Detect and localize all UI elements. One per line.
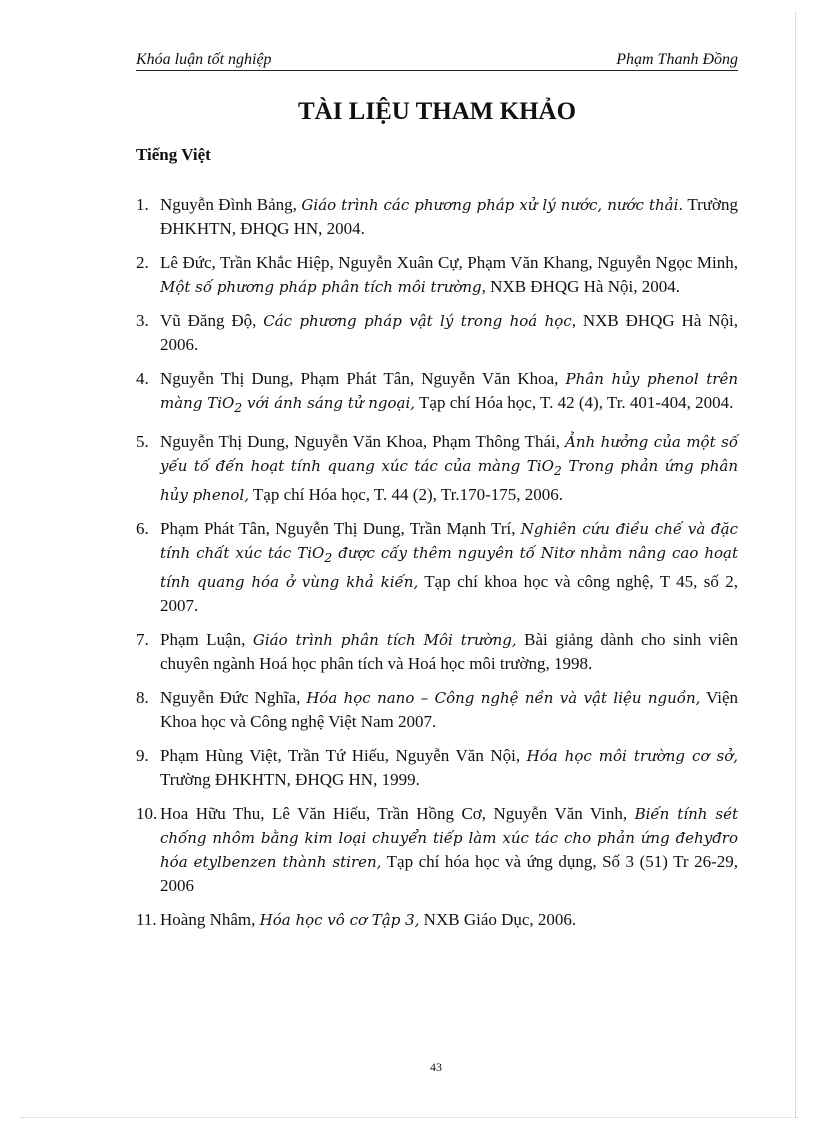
reference-number: 4. [136,369,149,388]
reference-publisher: Tạp chí hóa học và ứng dụng, Số 3 (51) Tr 26-29, 2006 [160,852,738,895]
reference-authors: Phạm Hùng Việt, Trần Tứ Hiếu, Nguyễn Văn Nội, [160,746,521,765]
reference-publisher: NXB Giáo Dục, 2006. [423,910,577,929]
reference-title: Hóa học môi trường cơ sở, [526,747,739,765]
reference-number: 10. [136,804,158,823]
subscript: 2 [324,550,333,565]
header-right: Phạm Thanh Đồng [616,51,738,68]
reference-item [136,517,738,618]
reference-item [136,686,738,734]
reference-number: 8. [136,688,149,707]
reference-list [136,193,738,942]
reference-number: 6. [136,519,149,538]
reference-item [136,802,738,898]
page-number: 43 [430,1060,442,1074]
reference-title-part: Nghiên cứu điều chế và đặc tính chất xúc tác TiO [160,520,739,562]
reference-title: Giáo trình các phương pháp xử lý nước, nước thải. [301,196,684,214]
reference-title: Các phương pháp vật lý trong hoá học [263,312,572,330]
reference-authors: Phạm Luận, [160,630,246,649]
page-shadow-right [795,12,799,1117]
subscript: 2 [234,400,243,415]
reference-item [136,908,738,932]
reference-title-part: Phân hủy phenol trên màng TiO [160,370,739,412]
reference-title: Biến tính sét chống nhôm bằng kim loại chuyển tiếp làm xúc tác cho phản ứng đehyđro hóa etylbenzen thành stiren, [160,805,739,871]
reference-authors: Nguyễn Đức Nghĩa, [160,688,301,707]
reference-item [136,628,738,676]
reference-item [136,744,738,792]
reference-authors: Lê Đức, Trần Khắc Hiệp, Nguyễn Xuân Cự, Phạm Văn Khang, Nguyễn Ngọc Minh, [160,253,738,272]
reference-item [136,309,738,357]
reference-title: Một số phương pháp phân tích môi trường [160,278,482,296]
reference-publisher: , NXB ĐHQG Hà Nội, 2004. [481,277,680,296]
reference-authors: Hoa Hữu Thu, Lê Văn Hiếu, Trần Hồng Cơ, Nguyễn Văn Vinh, [160,804,628,823]
reference-publisher: Tạp chí Hóa học, T. 44 (2), Tr.170-175, 2006. [252,485,563,504]
reference-item [136,367,738,420]
reference-number: 11. [136,910,157,929]
page-title: TÀI LIỆU THAM KHẢO [297,98,577,125]
reference-number: 3. [136,311,149,330]
reference-title: Hóa học nano – Công nghệ nền và vật liệu nguồn, [306,689,701,707]
reference-title: Hóa học vô cơ Tập 3, [259,911,420,929]
reference-publisher: Trường ĐHKHTN, ĐHQG HN, 2004. [160,195,738,238]
reference-publisher: Viện Khoa học và Công nghệ Việt Nam 2007. [160,688,738,731]
reference-number: 1. [136,195,149,214]
reference-publisher: Bài giảng dành cho sinh viên chuyên ngành Hoá học phân tích và Hoá học môi trường, 1998. [160,630,739,673]
reference-number: 7. [136,630,149,649]
reference-title-part: với ánh sáng tử ngoại, [242,394,416,412]
reference-authors: Hoàng Nhâm, [160,910,256,929]
reference-title-part: được cấy thêm nguyên tố Nitơ nhằm nâng cao hoạt tính quang hóa ở vùng khả kiến, [160,544,738,591]
subscript: 2 [553,463,562,478]
reference-title: Giáo trình phân tích Môi trường, [252,631,517,649]
reference-authors: Nguyễn Thị Dung, Nguyễn Văn Khoa, Phạm Thông Thái, [160,432,560,451]
reference-authors: Nguyễn Thị Dung, Phạm Phát Tân, Nguyễn Văn Khoa, [160,369,559,388]
reference-title-part: Trong phản ứng phân hủy phenol, [160,457,738,504]
reference-item [136,193,738,241]
reference-publisher: Tạp chí khoa học và công nghệ, T 45, số 2, 2007. [160,572,738,615]
reference-number: 2. [136,253,149,272]
reference-item [136,430,738,507]
running-header [136,50,738,71]
reference-publisher: Tạp chí Hóa học, T. 42 (4), Tr. 401-404, 2004. [419,393,734,412]
reference-authors: Phạm Phát Tân, Nguyễn Thị Dung, Trần Mạnh Trí, [160,519,516,538]
header-left: Khóa luận tốt nghiệp [136,51,272,68]
reference-title-part: Ảnh hưởng của một số yếu tố đến hoạt tính quang xúc tác của màng TiO [160,433,738,475]
section-heading: Tiếng Việt [136,145,211,164]
reference-number: 5. [136,432,149,451]
reference-publisher: Trường ĐHKHTN, ĐHQG HN, 1999. [160,770,420,789]
reference-item [136,251,738,299]
page-shadow-bottom [20,1117,798,1119]
reference-number: 9. [136,746,149,765]
reference-authors: Vũ Đăng Độ, [160,311,257,330]
reference-publisher: , NXB ĐHQG Hà Nội, 2006. [160,311,738,354]
reference-authors: Nguyễn Đình Bảng, [160,195,297,214]
